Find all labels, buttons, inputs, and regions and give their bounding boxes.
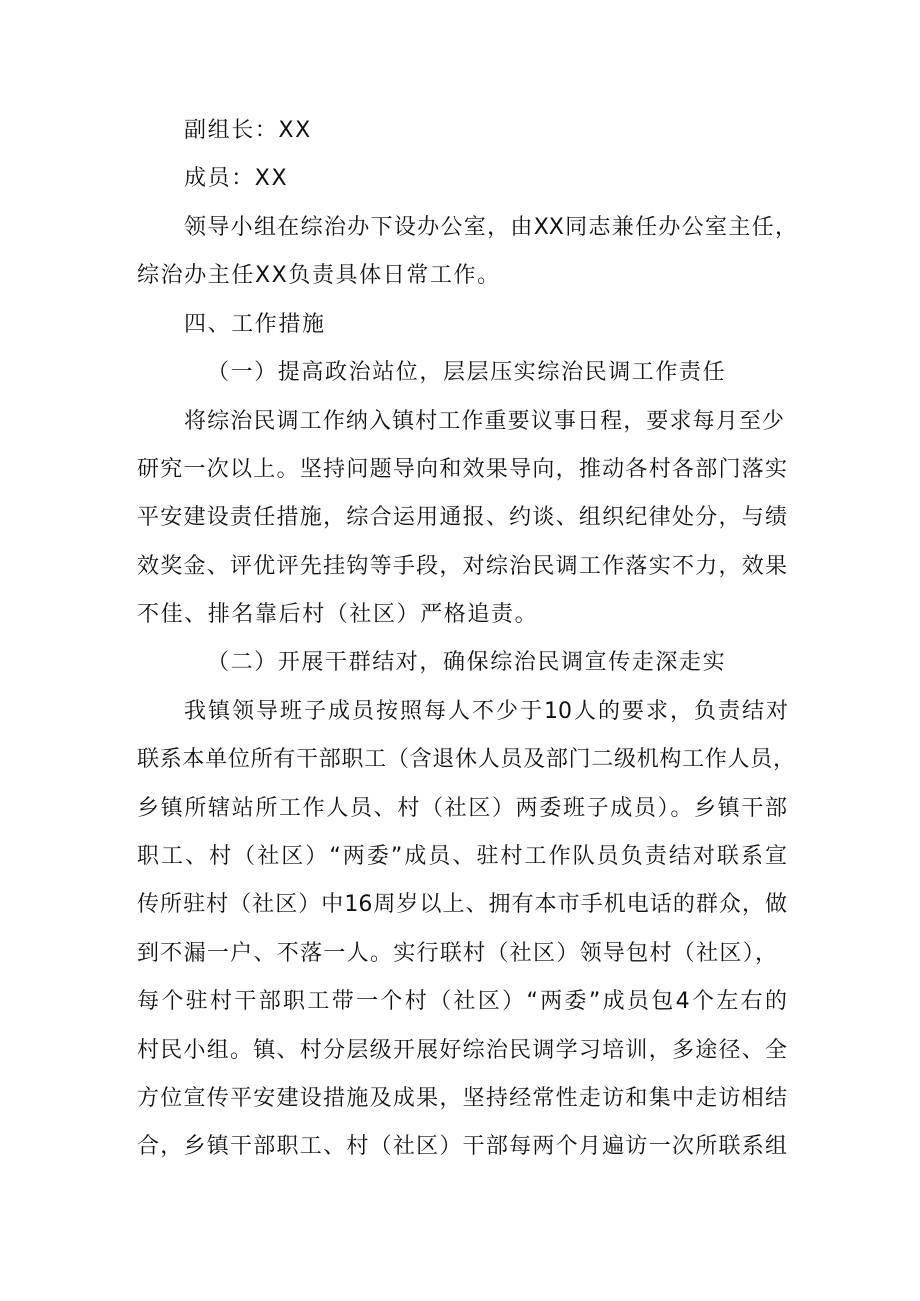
- body-line: 合，乡镇干部职工、村（社区）干部每两个月遍访一次所联系组: [137, 1134, 787, 1159]
- section-heading: 四、工作措施: [184, 312, 326, 337]
- body-line: 乡镇所辖站所工作人员、村（社区）两委班子成员）。乡镇干部: [137, 796, 787, 821]
- members-line: 成员：XX: [184, 166, 289, 191]
- deputy-leader-line: 副组长：XX: [184, 118, 312, 143]
- body-line: 村民小组。镇、村分层级开展好综治民调学习培训，多途径、全: [137, 1038, 787, 1063]
- subsection-heading: （二）开展干群结对，确保综治民调宣传走深走实: [207, 650, 727, 675]
- body-line: 职工、村（社区）“两委”成员、驻村工作队员负责结对联系宣: [137, 844, 787, 869]
- subsection-heading: （一）提高政治站位，层层压实综治民调工作责任: [207, 360, 727, 385]
- body-line: 我镇领导班子成员按照每人不少于10人的要求，负责结对: [184, 699, 788, 724]
- body-line: 到不漏一户、不落一人。实行联村（社区）领导包村（社区），: [137, 941, 777, 966]
- body-line: 每个驻村干部职工带一个村（社区）“两委”成员包4个左右的: [137, 989, 787, 1014]
- body-line: 平安建设责任措施，综合运用通报、约谈、组织纪律处分，与绩: [137, 505, 787, 530]
- body-line: 传所驻村（社区）中16周岁以上、拥有本市手机电话的群众，做: [137, 892, 787, 917]
- body-line: 效奖金、评优评先挂钩等手段，对综治民调工作落实不力，效果: [137, 554, 787, 579]
- body-line: 领导小组在综治办下设办公室，由XX同志兼任办公室主任，: [184, 215, 797, 240]
- body-line: 研究一次以上。坚持问题导向和效果导向，推动各村各部门落实: [137, 457, 787, 482]
- body-line: 不佳、排名靠后村（社区）严格追责。: [137, 602, 539, 627]
- body-line: 综治办主任XX负责具体日常工作。: [137, 263, 501, 288]
- body-line: 方位宣传平安建设措施及成果，坚持经常性走访和集中走访相结: [137, 1086, 787, 1111]
- body-line: 联系本单位所有干部职工（含退休人员及部门二级机构工作人员，: [137, 747, 795, 772]
- body-line: 将综治民调工作纳入镇村工作重要议事日程，要求每月至少: [184, 409, 784, 434]
